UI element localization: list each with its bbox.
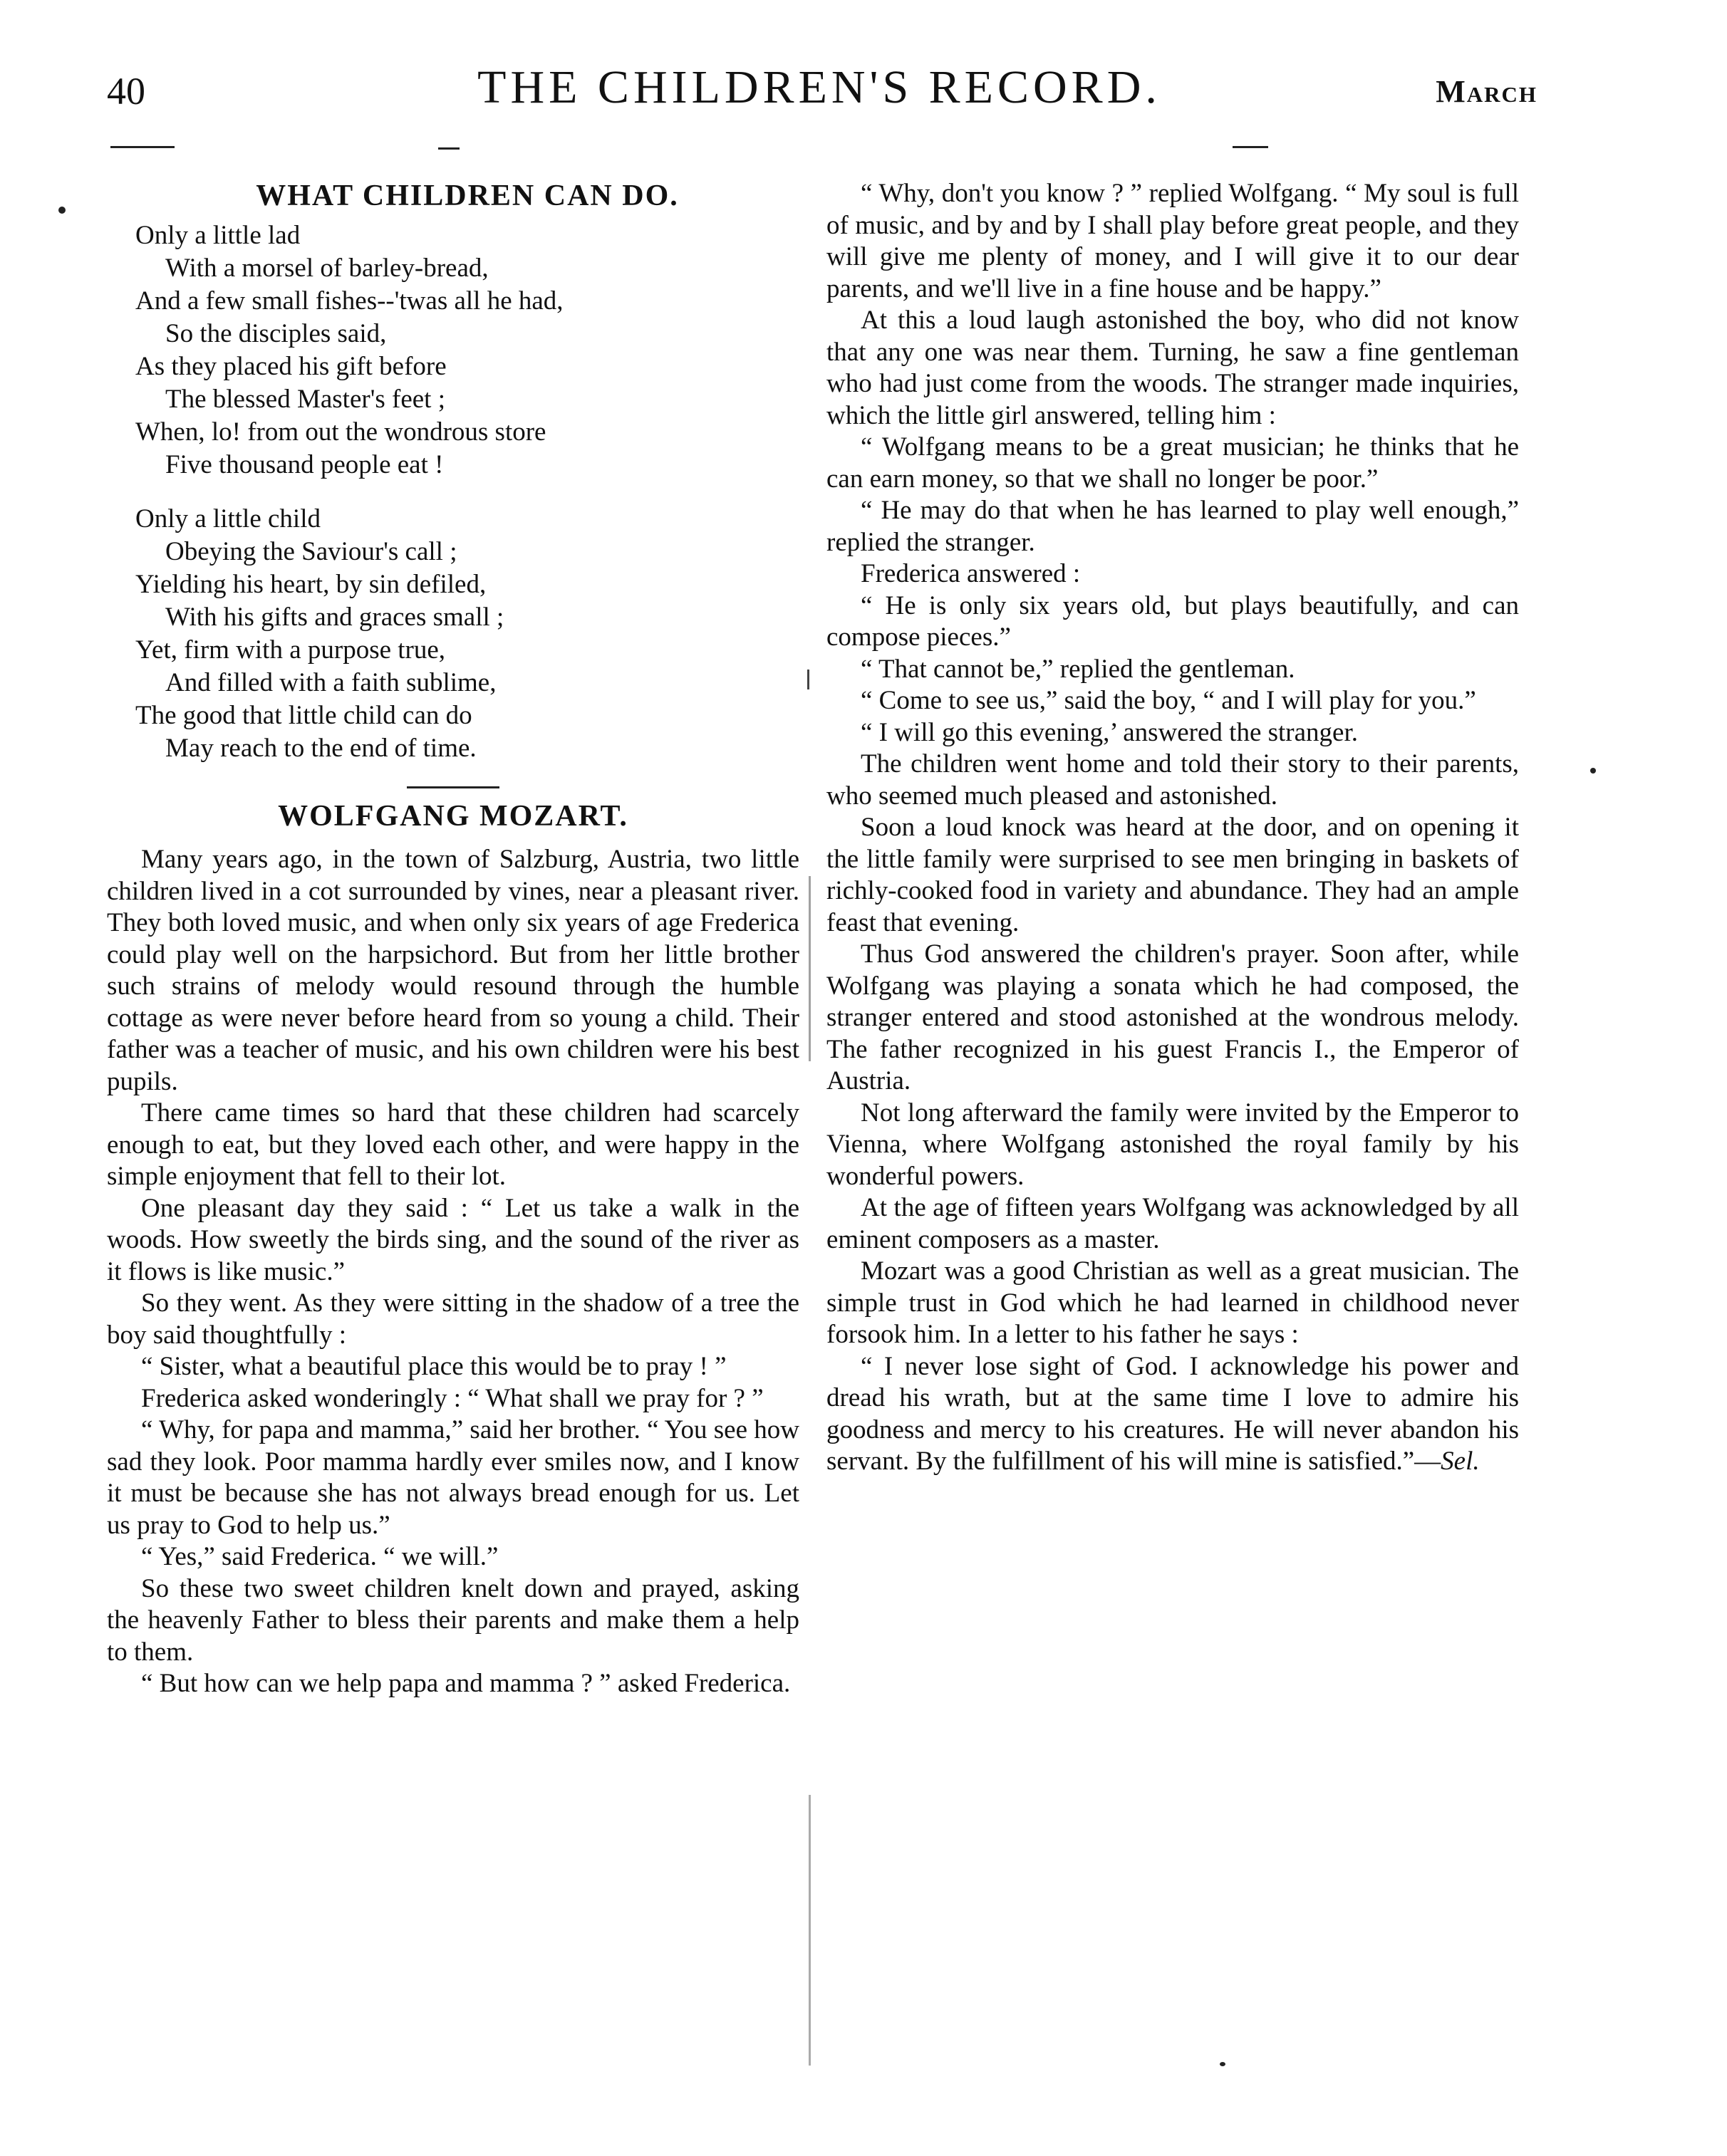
poem-line: Yet, firm with a purpose true,	[135, 635, 446, 665]
story-paragraph: “ I will go this evening,’ answered the stranger.	[861, 717, 1358, 747]
story-paragraph: So these two sweet children knelt down and prayed, asking the heavenly Father to bless their parents and make them a help to them.	[107, 1573, 799, 1667]
story-paragraph: Not long afterward the family were invited by the Emperor to Vienna, where Wolfgang astonished the royal family by his wonderful powers.	[826, 1098, 1519, 1191]
story-paragraph: So they went. As they were sitting in the shadow of a tree the boy said thoughtfully :	[107, 1288, 799, 1350]
poem-line: And filled with a faith sublime,	[165, 668, 497, 697]
story-paragraph: “ Wolfgang means to be a great musician; he thinks that he can earn money, so that we shall no longer be poor.”	[826, 432, 1519, 494]
closing-quote-paragraph	[826, 1351, 1519, 1478]
poem	[107, 219, 799, 765]
story-paragraph: “ Yes,” said Frederica. “ we will.”	[141, 1542, 499, 1571]
gutter-mark	[809, 876, 811, 1061]
source-signature: Sel.	[1441, 1447, 1480, 1476]
header-rule-right	[1233, 146, 1268, 148]
story-paragraph: “ Why, for papa and mamma,” said her brother. “ You see how sad they look. Poor mamma hardly ever smiles now, and I know it must be because she has not always bread enough for us. Let us pray to God to help us.”	[107, 1415, 799, 1540]
story-paragraph: Frederica asked wonderingly : “ What shall we pray for ? ”	[141, 1383, 764, 1413]
story-paragraph: Mozart was a good Christian as well as a great musician. The simple trust in God which he had learned in childhood never forsook him. In a letter to his father he says :	[826, 1256, 1519, 1349]
poem-line: Five thousand people eat !	[165, 450, 444, 479]
section-divider	[407, 786, 499, 788]
poem-stanza-2	[135, 503, 799, 765]
story-paragraph: “ That cannot be,” replied the gentleman.	[861, 654, 1295, 684]
left-column	[107, 178, 799, 1700]
story-paragraph: Thus God answered the children's prayer. Soon after, while Wolfgang was playing a sonata which he had composed, the stranger entered and stood astonished at the wondrous melody. The father recognized in his guest Francis I., the Emperor of Austria.	[826, 939, 1519, 1095]
poem-line: Only a little child	[135, 504, 321, 533]
story-paragraph: “ Sister, what a beautiful place this would be to pray ! ”	[141, 1352, 727, 1381]
story-paragraph: At this a loud laugh astonished the boy, who did not know that any one was near them. Turning, he saw a fine gentleman who had just come from the woods. The stranger made inquiries, which the little girl answered, telling him :	[826, 306, 1519, 430]
story-paragraph: There came times so hard that these children had scarcely enough to eat, but they loved each other, and were happy in the simple enjoyment that fell to their lot.	[107, 1098, 799, 1191]
issue-month: March	[1436, 74, 1537, 109]
poem-line: So the disciples said,	[165, 319, 387, 348]
story-paragraph: “ Come to see us,” said the boy, “ and I will play for you.”	[861, 686, 1476, 715]
poem-line: Only a little lad	[135, 221, 301, 250]
poem-title: WHAT CHILDREN CAN DO.	[256, 179, 679, 212]
poem-line: May reach to the end of time.	[165, 734, 477, 763]
gutter-mark	[807, 670, 809, 689]
story-paragraph: “ He may do that when he has learned to play well enough,” replied the stranger.	[826, 496, 1519, 557]
story-paragraph: At the age of fifteen years Wolfgang was acknowledged by all eminent composers as a master.	[826, 1193, 1519, 1254]
poem-line: Yielding his heart, by sin defiled,	[135, 570, 487, 599]
gutter-mark	[809, 1795, 811, 2066]
story-paragraph: The children went home and told their story to their parents, who seemed much pleased and astonished.	[826, 749, 1519, 811]
ink-speck	[1590, 768, 1596, 774]
page-number: 40	[107, 70, 145, 113]
poem-line: The blessed Master's feet ;	[165, 385, 445, 414]
header-rule-left	[110, 146, 175, 148]
poem-line: The good that little child can do	[135, 701, 472, 730]
masthead: THE CHILDREN'S RECORD.	[477, 61, 1161, 113]
poem-line: With a morsel of barley-bread,	[165, 254, 489, 283]
right-column	[826, 178, 1519, 1478]
poem-line: Obeying the Saviour's call ;	[165, 537, 457, 566]
story-paragraph: “ He is only six years old, but plays beautifully, and can compose pieces.”	[826, 590, 1519, 652]
story-paragraph: Soon a loud knock was heard at the door, and on opening it the little family were surprised to see men bringing in baskets of richly-cooked food in variety and abundance. They had an ample feast that evening.	[826, 813, 1519, 937]
poem-line: When, lo! from out the wondrous store	[135, 417, 546, 447]
story-paragraph: “ Why, don't you know ? ” replied Wolfgang. “ My soul is full of music, and by and by I shall play before great people, and they will give me plenty of money, and I will give it to our dear parents, and we'll live in a fine house and be happy.”	[826, 179, 1519, 303]
closing-quote-text: “ I never lose sight of God. I acknowledge his power and dread his wrath, but at the same time I love to admire his goodness and mercy to his creatures. He will never abandon his servant. By the fulfillment of his will mine is satisfied.”—	[826, 1351, 1519, 1476]
story-title: WOLFGANG MOZART.	[278, 800, 628, 833]
story-paragraph: Many years ago, in the town of Salzburg, Austria, two little children lived in a cot surrounded by vines, near a pleasant river. They both loved music, and when only six years of age Frederica could play well on the harpsichord. But from her little brother such strains of melody would resound through the humble cottage as were never before heard from so young a child. Their father was a teacher of music, and his own children were his best pupils.	[107, 845, 799, 1096]
poem-line: With his gifts and graces small ;	[165, 603, 504, 632]
poem-line: And a few small fishes--'twas all he had,	[135, 286, 564, 316]
story-paragraph: Frederica answered :	[861, 559, 1081, 588]
ink-speck	[1220, 2062, 1225, 2066]
header-rule-center	[438, 147, 460, 150]
page-header	[107, 61, 1537, 132]
story-paragraph: One pleasant day they said : “ Let us take a walk in the woods. How sweetly the birds sing, and the sound of the river as it flows is like music.”	[107, 1193, 799, 1286]
ink-speck	[58, 207, 66, 214]
poem-stanza-1	[135, 219, 799, 481]
poem-line: As they placed his gift before	[135, 352, 447, 381]
story-paragraph: “ But how can we help papa and mamma ? ” asked Frederica.	[141, 1669, 791, 1698]
